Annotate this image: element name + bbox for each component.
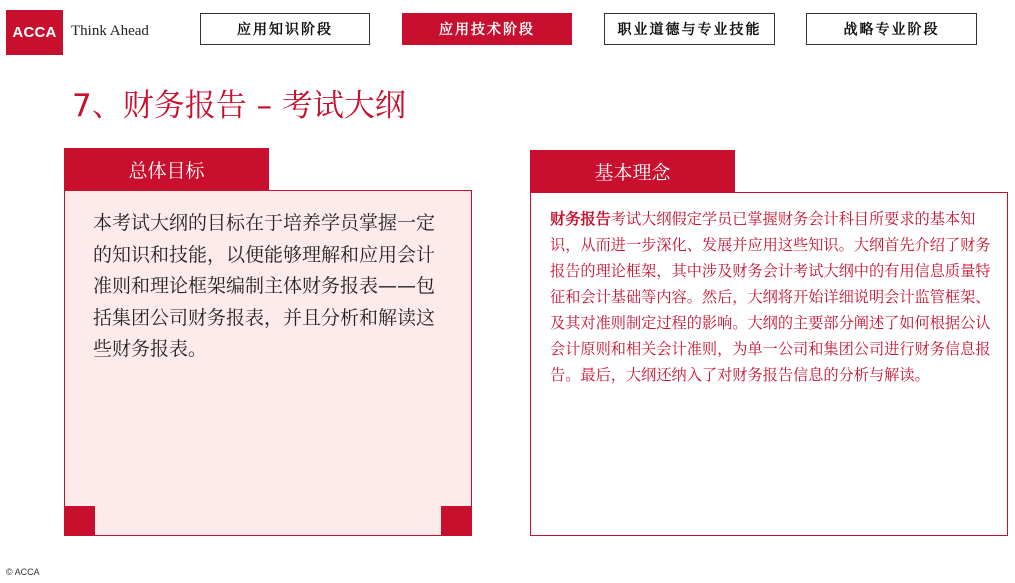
brand-tagline: Think Ahead [71, 23, 149, 39]
tab-ethics-professional-skills[interactable]: 职业道德与专业技能 [604, 13, 775, 45]
rationale-text [550, 206, 992, 388]
acca-logo: ACCA [6, 10, 63, 55]
tab-applied-knowledge[interactable]: 应用知识阶段 [200, 13, 370, 45]
rationale-body: 考试大纲假定学员已掌握财务会计科目所要求的基本知识，从而进一步深化、发展并应用这些知识。大纲首先介绍了财务报告的理论框架，其中涉及财务会计考试大纲中的有用信息质量特征和会计基础等内容。然后，大纲将开始详细说明会计监管框架、及其对准则制定过程的影响。大纲的主要部分阐述了如何根据公认会计原则和相关会计准则，为单一公司和集团公司进行财务信息报告。最后，大纲还纳入了对财务报告信息的分析与解读。 [550, 210, 991, 384]
page-title: 7、财务报告 – 考试大纲 [72, 88, 406, 124]
objective-text: 本考试大纲的目标在于培养学员掌握一定的知识和技能，以便能够理解和应用会计准则和理论框架编制主体财务报表——包括集团公司财务报表，并且分析和解读这些财务报表。 [93, 212, 436, 360]
rationale-lead: 财务报告 [550, 210, 611, 228]
panel-corner-bottom-right [441, 506, 472, 536]
objective-heading: 总体目标 [64, 148, 269, 190]
tab-strategic-professional[interactable]: 战略专业阶段 [806, 13, 977, 45]
rationale-heading: 基本理念 [530, 150, 735, 192]
tab-applied-skills[interactable]: 应用技术阶段 [402, 13, 572, 45]
copyright: © ACCA [6, 567, 40, 577]
panel-corner-bottom-left [64, 506, 95, 536]
